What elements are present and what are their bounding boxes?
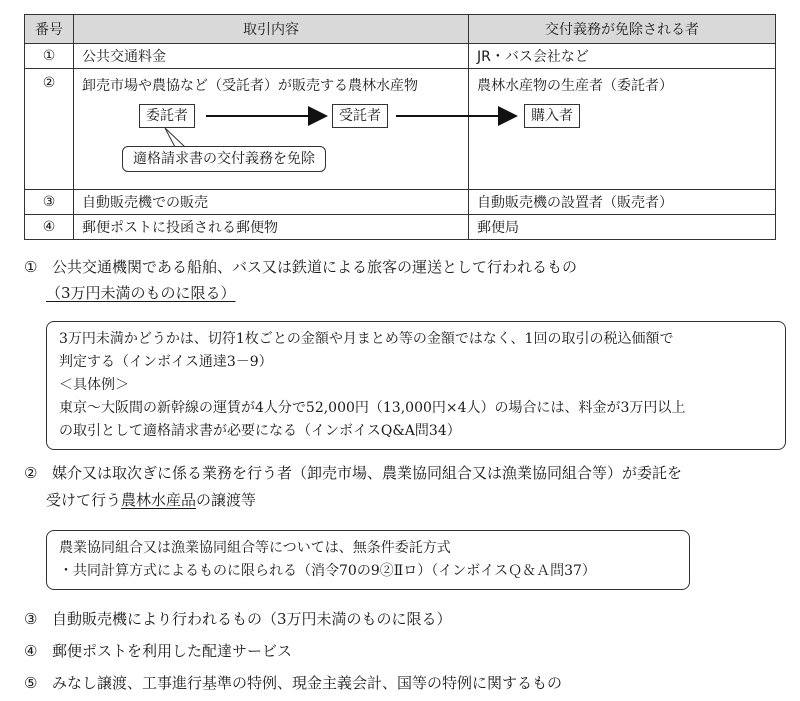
row-number: ③ xyxy=(25,190,74,215)
item-3 xyxy=(24,608,452,630)
item-1 xyxy=(24,256,577,278)
row-content: 自動販売機での販売 xyxy=(74,190,469,215)
row-exempt: 農林水産物の生産者（委託者） xyxy=(469,69,776,190)
note-line: 農業協同組合又は漁業協同組合等については、無条件委託方式 xyxy=(59,540,451,556)
item-number: ① xyxy=(24,258,38,276)
item-text: 媒介又は取次ぎに係る業務を行う者（卸売市場、農業協同組合又は漁業協同組合等）が委託を xyxy=(52,464,683,482)
row-number: ② xyxy=(25,69,74,190)
item-2-cont-text-end: の譲渡等 xyxy=(196,491,257,509)
row-exempt: 郵便局 xyxy=(469,215,776,240)
note-box-1 xyxy=(46,321,786,450)
item-2 xyxy=(24,462,682,484)
item-text: 自動販売機により行われるもの（3万円未満のものに限る） xyxy=(52,610,452,628)
item-5 xyxy=(24,672,562,694)
header-transaction: 取引内容 xyxy=(74,15,469,44)
table-row xyxy=(25,190,776,215)
note-box-2 xyxy=(46,530,690,590)
item-text: 公共交通機関である船舶、バス又は鉄道による旅客の運送として行われるもの xyxy=(52,258,578,276)
item-2-continuation xyxy=(46,489,256,511)
row-content: 郵便ポストに投函される郵便物 xyxy=(74,215,469,240)
item-2-cont-text: 受けて行う xyxy=(46,491,122,509)
item-text: みなし譲渡、工事進行基準の特例、現金主義会計、国等の特例に関するもの xyxy=(52,674,563,692)
note-line: ・共同計算方式によるものに限られる（消令70の9②Ⅱロ）（インボイスＱ＆Ａ問37） xyxy=(59,563,596,579)
table-row xyxy=(25,44,776,69)
header-exempt-party: 交付義務が免除される者 xyxy=(469,15,776,44)
note-line: の取引として適格請求書が必要になる（インボイスQ&A問34） xyxy=(59,423,461,439)
note-line: 東京～大阪間の新幹線の運賃が4人分で52,000円（13,000円×4人）の場合には、料金が3万円以上 xyxy=(59,400,686,416)
exemption-table xyxy=(24,14,776,240)
flow-box-consignee: 受託者 xyxy=(332,104,388,128)
item-2-cont-underlined: 農林水産品 xyxy=(121,491,197,509)
item-number: ② xyxy=(24,464,38,482)
table-row xyxy=(25,69,776,190)
item-1-continuation: （3万円未満のものに限る） xyxy=(46,284,236,302)
table-row xyxy=(25,215,776,240)
row-content: 卸売市場や農協など（受託者）が販売する農林水産物 xyxy=(74,69,469,190)
row-number: ④ xyxy=(25,215,74,240)
note-line: 判定する（インボイス通達3－9） xyxy=(59,354,273,370)
flow-callout-exemption: 適格請求書の交付義務を免除 xyxy=(122,146,326,172)
table-header-row xyxy=(25,15,776,44)
header-number: 番号 xyxy=(25,15,74,44)
row-content: 公共交通料金 xyxy=(74,44,469,69)
note-line: ＜具体例＞ xyxy=(59,377,129,393)
item-4 xyxy=(24,640,292,662)
note-line: 3万円未満かどうかは、切符1枚ごとの金額や月まとめ等の金額ではなく、1回の取引の税込価額で xyxy=(59,331,674,347)
flow-box-buyer: 購入者 xyxy=(524,104,580,128)
item-number: ⑤ xyxy=(24,674,38,692)
item-text: 郵便ポストを利用した配達サービス xyxy=(52,642,293,660)
row-exempt: JR・バス会社など xyxy=(469,44,776,69)
flow-box-consignor: 委託者 xyxy=(139,104,195,128)
item-number: ③ xyxy=(24,610,38,628)
item-number: ④ xyxy=(24,642,38,660)
row-number: ① xyxy=(25,44,74,69)
row-exempt: 自動販売機の設置者（販売者） xyxy=(469,190,776,215)
